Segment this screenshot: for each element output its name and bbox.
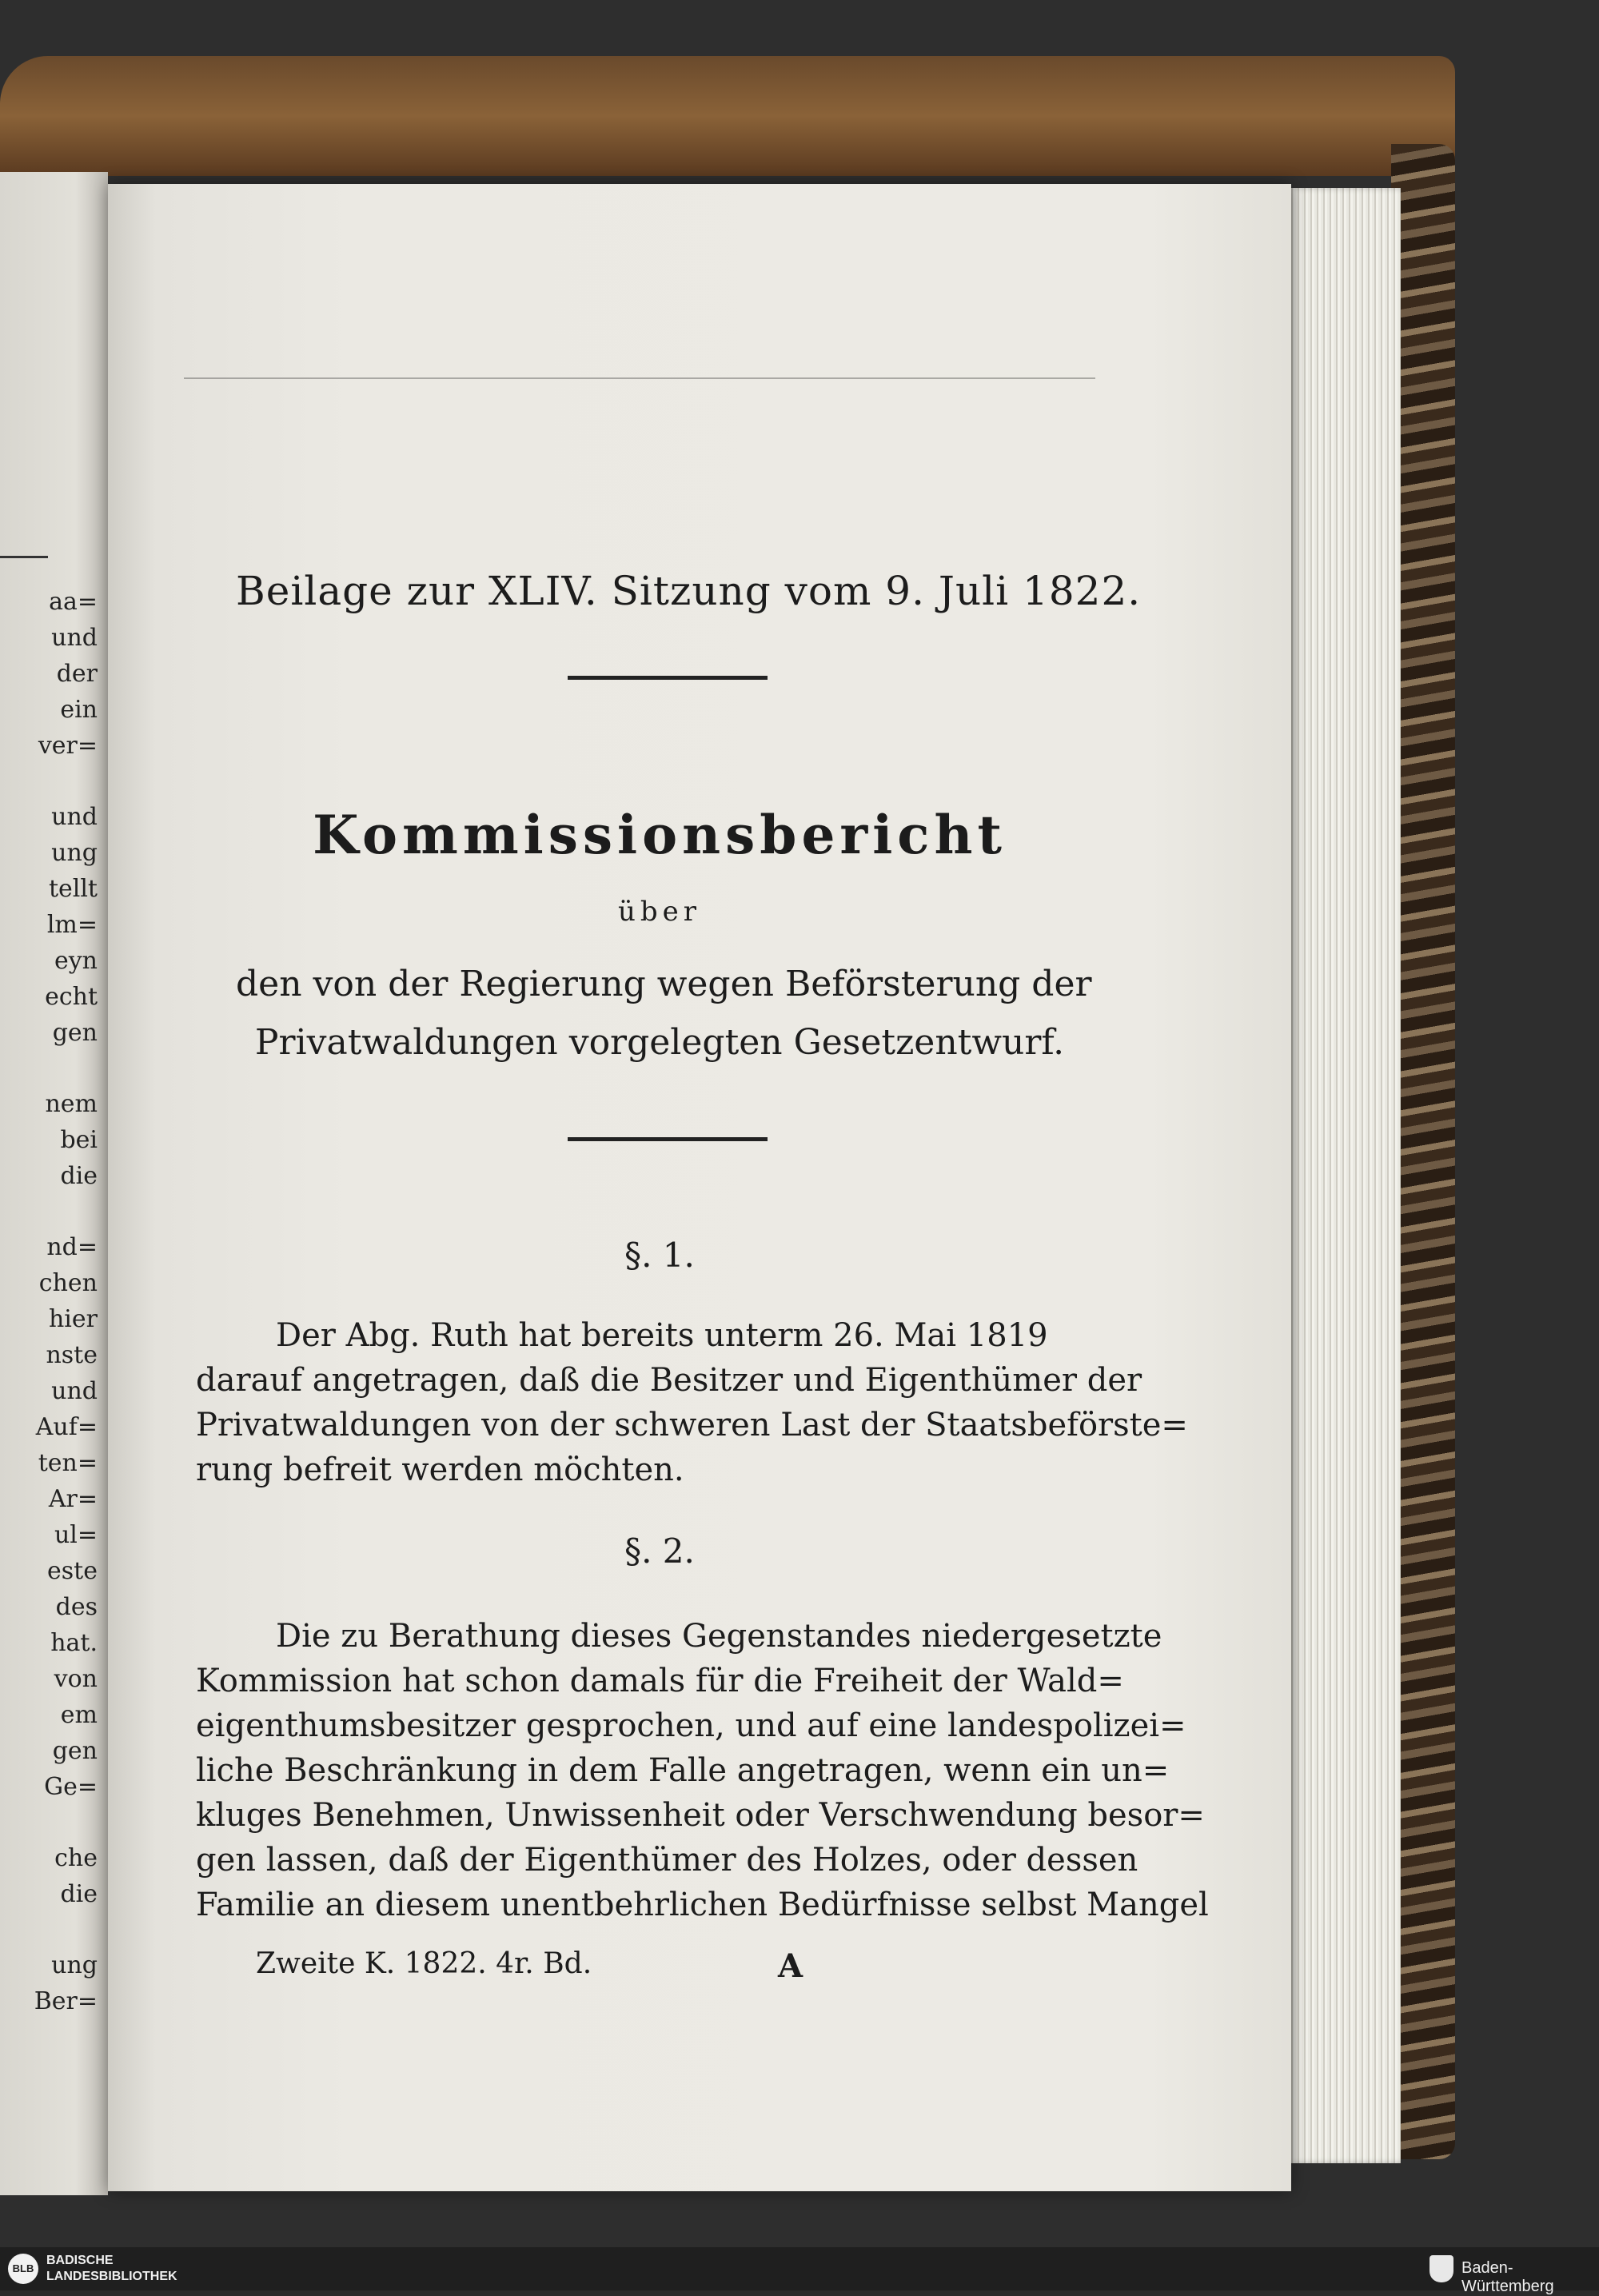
previous-page-fragment: lm= <box>46 911 98 939</box>
library-footer-bar <box>0 2247 1599 2295</box>
paragraph-line: Kommission hat schon damals für die Freiheit der Wald= <box>196 1663 1124 1699</box>
previous-page-text <box>0 588 104 2023</box>
book-cover-top <box>0 56 1455 176</box>
previous-page-strip <box>0 172 108 2195</box>
section-1-paragraph <box>196 1313 1188 1492</box>
paragraph-line: liche Beschränkung in dem Falle angetragen, wenn ein un= <box>196 1752 1170 1789</box>
previous-page-fragment <box>0 768 104 803</box>
subtitle-line-2: Privatwaldungen vorgelegten Gesetzentwurf. <box>254 1022 1065 1063</box>
previous-page-fragment: und <box>51 1377 98 1405</box>
section-2-heading: §. 2. <box>624 1531 695 1571</box>
paragraph-line: Der Abg. Ruth hat bereits unterm 26. Mai 1819 <box>276 1317 1048 1354</box>
report-title: Kommissionsbericht <box>313 804 1007 866</box>
previous-page-fragment: ten= <box>38 1449 98 1477</box>
previous-page-fragment: Ge= <box>44 1773 98 1801</box>
previous-page-fragment: Auf= <box>35 1413 98 1441</box>
paragraph-line: darauf angetragen, daß die Besitzer und Eigenthümer der <box>196 1362 1142 1399</box>
previous-page-fragment: aa= <box>49 588 98 616</box>
paragraph-line: eigenthumsbesitzer gesprochen, und auf eine landespolizei= <box>196 1707 1186 1744</box>
subtitle-line-1: den von der Regierung wegen Beförsterung der <box>236 964 1092 1004</box>
supplement-heading: Beilage zur XLIV. Sitzung vom 9. Juli 1822. <box>236 568 1142 614</box>
previous-page-fragment: ung <box>51 839 98 867</box>
previous-page-fragment: nd= <box>46 1233 98 1261</box>
previous-page-fragment: echt <box>45 983 98 1011</box>
page-block-edges <box>1289 188 1401 2163</box>
previous-page-fragment: Ber= <box>34 1987 98 2015</box>
bw-coat-of-arms-icon <box>1430 2255 1453 2282</box>
previous-page-fragment: die <box>60 1162 98 1190</box>
previous-page-fragment: ung <box>51 1951 98 1979</box>
paragraph-line: gen lassen, daß der Eigenthümer des Holzes, oder dessen <box>196 1842 1138 1879</box>
blb-logo-icon: BLB <box>8 2254 38 2284</box>
previous-page-fragment: eyn <box>54 947 98 975</box>
previous-page-fragment: des <box>55 1593 98 1621</box>
blb-name-line-1: BADISCHE <box>46 2254 114 2267</box>
previous-page-fragment: este <box>47 1557 98 1585</box>
section-2-paragraph <box>196 1614 1209 1927</box>
paragraph-line: Die zu Berathung dieses Gegenstandes niedergesetzte <box>276 1618 1162 1655</box>
previous-page-fragment <box>0 1055 104 1090</box>
previous-page-fragment: gen <box>52 1019 98 1047</box>
book-cover-right <box>1391 144 1455 2159</box>
previous-page-fragment: Ar= <box>48 1485 98 1513</box>
previous-page-fragment: und <box>51 624 98 652</box>
previous-page-fragment: der <box>56 660 98 688</box>
blb-name-line-2: LANDESBIBLIOTHEK <box>46 2270 177 2283</box>
previous-page-fragment: ein <box>60 696 98 724</box>
previous-page-fragment: ver= <box>38 732 98 760</box>
previous-page-fragment: hat. <box>50 1629 98 1657</box>
previous-page-rule <box>0 556 48 558</box>
previous-page-fragment: hier <box>48 1305 98 1333</box>
previous-page-fragment <box>0 1198 104 1233</box>
paragraph-line: Privatwaldungen von der schweren Last der Staatsbeförste= <box>196 1407 1188 1443</box>
header-rule <box>184 377 1095 379</box>
previous-page-fragment <box>0 1809 104 1844</box>
bw-label: Baden-Württemberg <box>1461 2259 1554 2295</box>
previous-page-fragment: che <box>54 1844 98 1872</box>
paragraph-line: Familie an diesem unentbehrlichen Bedürfnisse selbst Mangel <box>196 1887 1209 1923</box>
previous-page-fragment: gen <box>52 1737 98 1765</box>
printer-signature: Zweite K. 1822. 4r. Bd. <box>256 1947 592 1980</box>
previous-page-fragment: die <box>60 1880 98 1908</box>
previous-page-fragment: em <box>60 1701 98 1729</box>
signature-mark: A <box>778 1947 803 1985</box>
previous-page-fragment: ul= <box>54 1521 98 1549</box>
previous-page-fragment <box>0 1916 104 1951</box>
paragraph-line: rung befreit werden möchten. <box>196 1451 684 1488</box>
previous-page-fragment: nem <box>45 1090 98 1118</box>
previous-page-fragment: nste <box>46 1341 98 1369</box>
previous-page-fragment: und <box>51 803 98 831</box>
divider-rule-2 <box>568 1137 768 1141</box>
previous-page-fragment: chen <box>38 1269 98 1297</box>
previous-page-fragment: bei <box>60 1126 98 1154</box>
divider-rule-1 <box>568 676 768 680</box>
previous-page-fragment: tellt <box>48 875 98 903</box>
paragraph-line: kluges Benehmen, Unwissenheit oder Verschwendung besor= <box>196 1797 1205 1834</box>
book-page <box>108 184 1291 2191</box>
title-ueber: über <box>617 896 702 928</box>
section-1-heading: §. 1. <box>624 1236 695 1275</box>
previous-page-fragment: von <box>54 1665 98 1693</box>
